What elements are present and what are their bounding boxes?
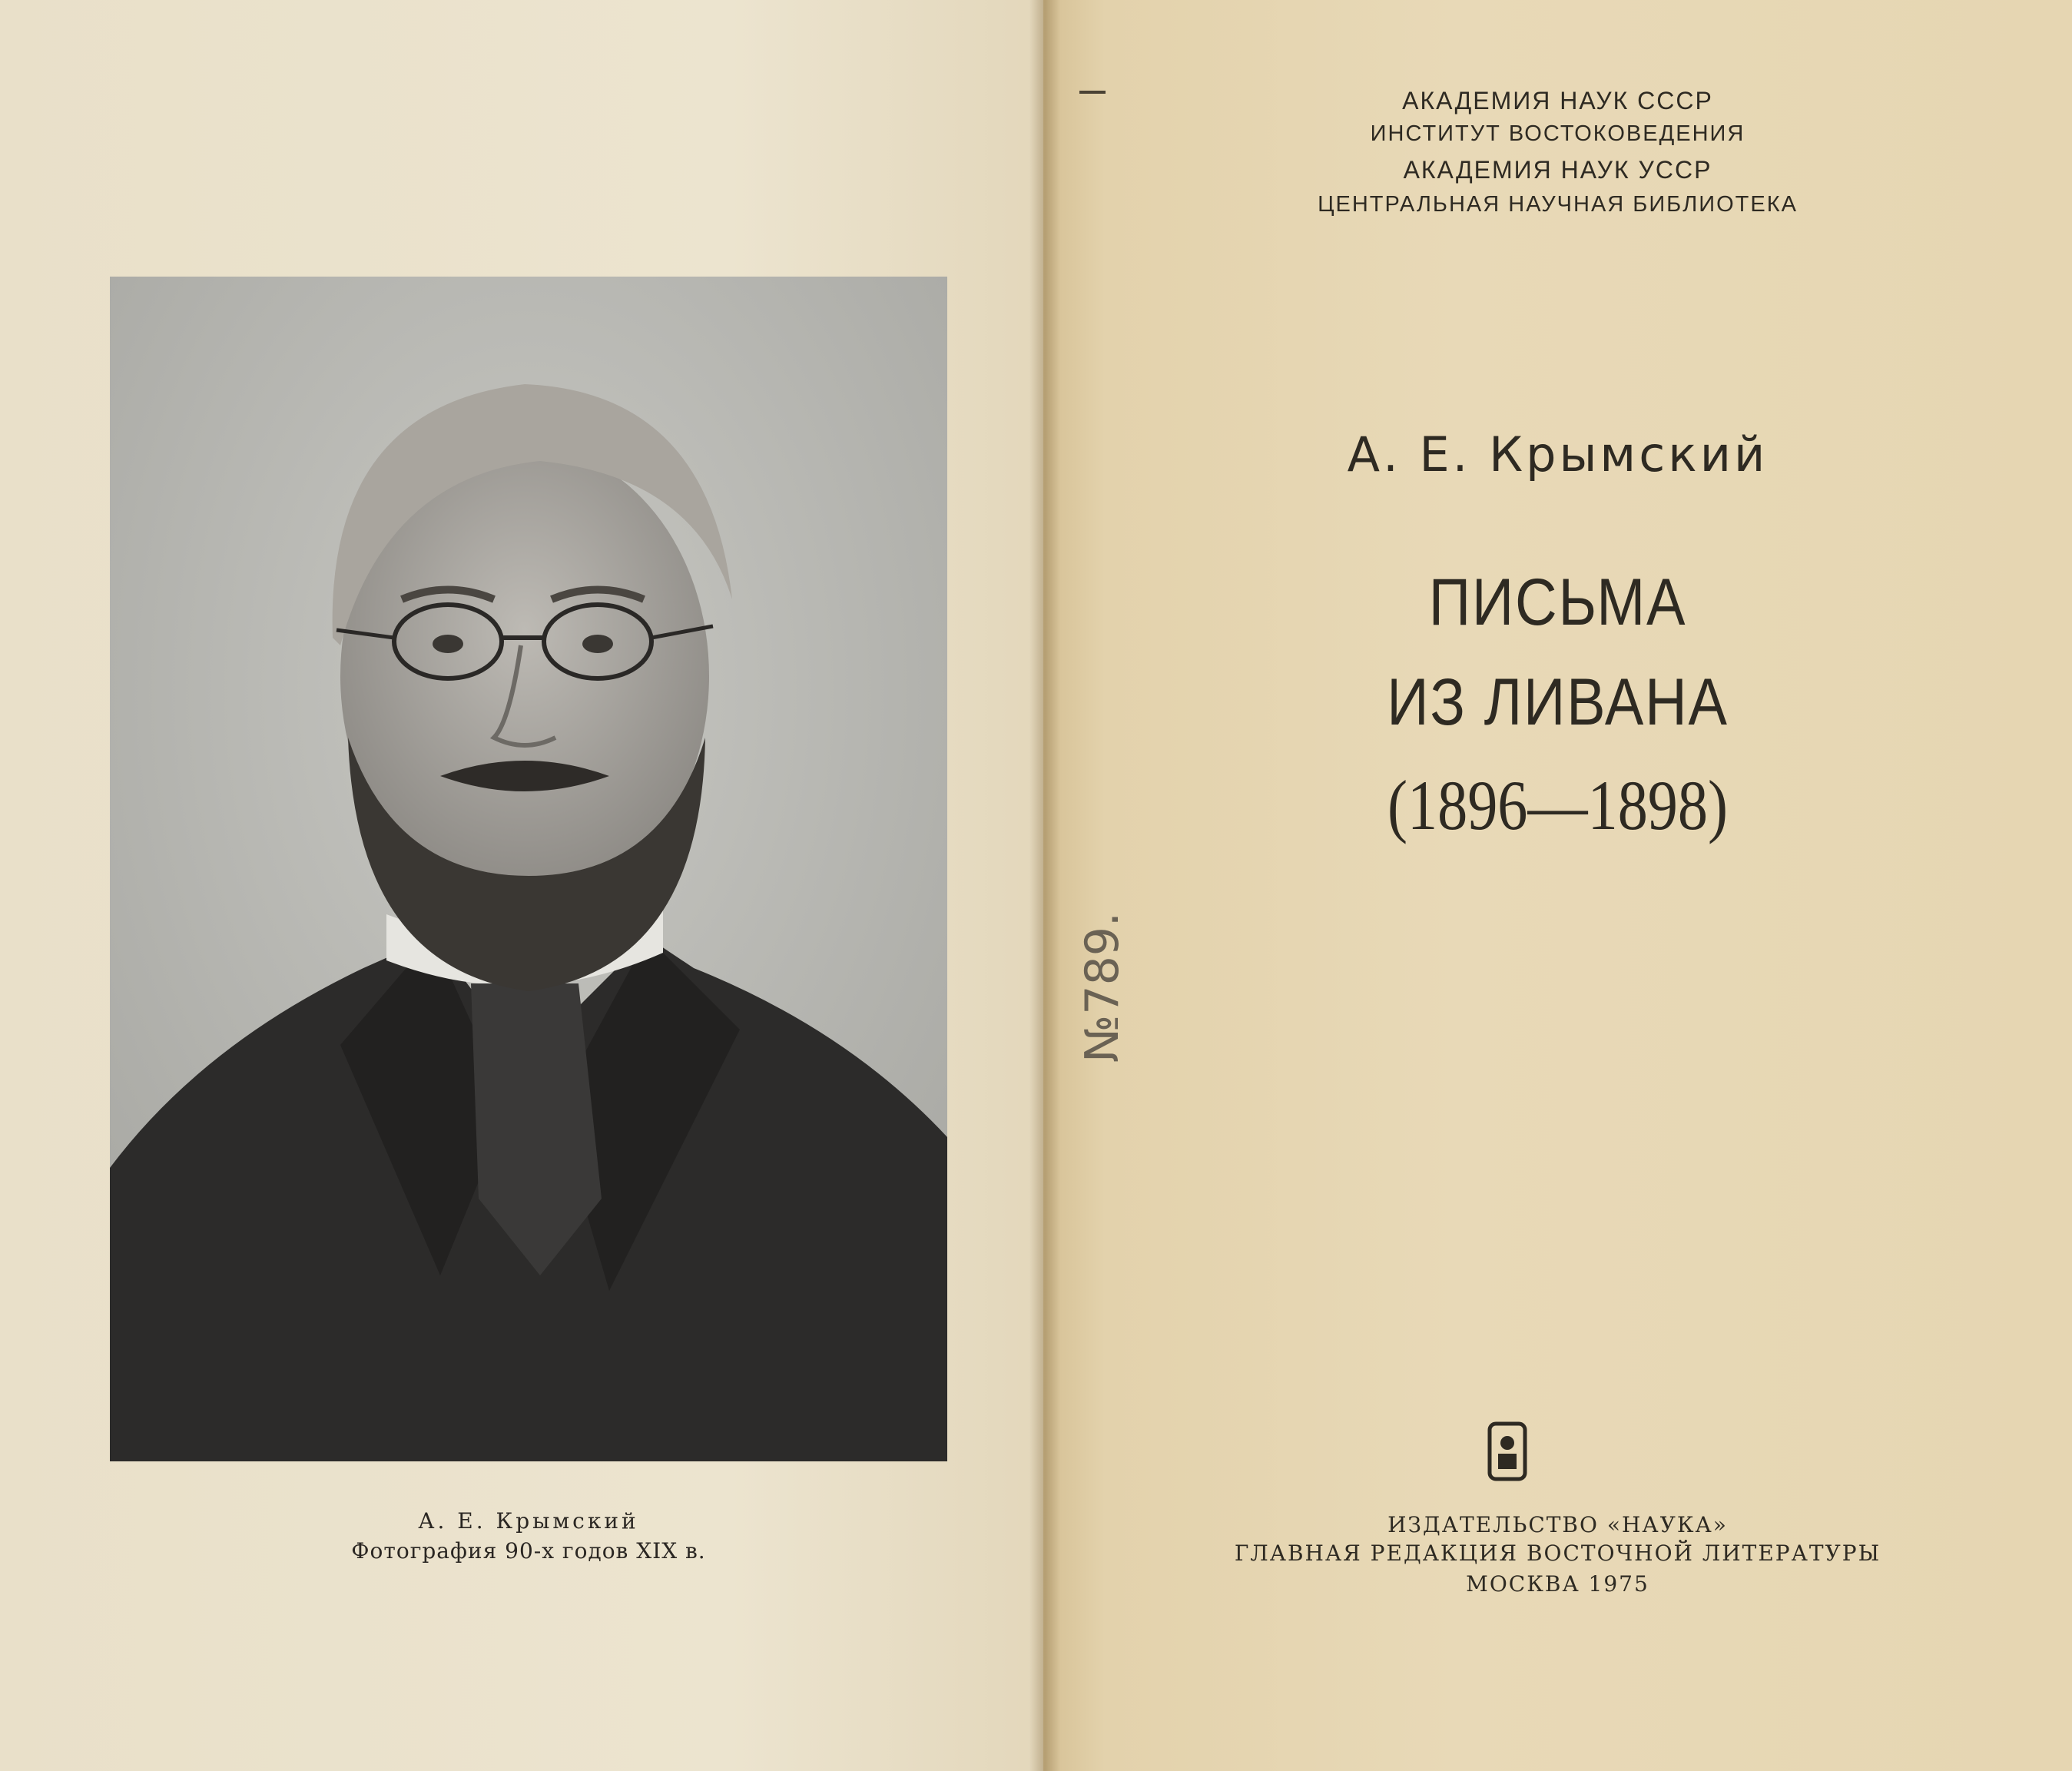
institution-line-1: АКАДЕМИЯ НАУК СССР	[1402, 87, 1713, 114]
title-dates: (1896—1898)	[1387, 766, 1729, 844]
institution-line-3: АКАДЕМИЯ НАУК УССР	[1403, 156, 1712, 184]
portrait-caption-note: Фотография 90-х годов XIX в.	[351, 1538, 706, 1564]
title-line-2: ИЗ ЛИВАНА	[1387, 665, 1729, 739]
institution-line-2: ИНСТИТУТ ВОСТОКОВЕДЕНИЯ	[1370, 121, 1745, 146]
portrait-caption-name: А. Е. Крымский	[418, 1508, 639, 1534]
institution-line-4: ЦЕНТРАЛЬНАЯ НАУЧНАЯ БИБЛИОТЕКА	[1318, 192, 1798, 217]
title-line-1: ПИСЬМА	[1428, 565, 1687, 639]
portrait-photo	[110, 277, 947, 1461]
publisher-line-3: МОСКВА 1975	[1466, 1571, 1649, 1597]
nauka-publisher-logo	[1487, 1421, 1527, 1481]
author-name: А. Е. Крымский	[1347, 426, 1769, 483]
publisher-line-1: ИЗДАТЕЛЬСТВО «НАУКА»	[1387, 1512, 1728, 1537]
publisher-line-2: ГЛАВНАЯ РЕДАКЦИЯ ВОСТОЧНОЙ ЛИТЕРАТУРЫ	[1234, 1541, 1881, 1566]
book-gutter	[1029, 0, 1060, 1771]
handwritten-inventory-number	[1076, 891, 1160, 1083]
right-page	[1043, 0, 2072, 1771]
svg-text:№789.: №789.	[1076, 912, 1129, 1063]
